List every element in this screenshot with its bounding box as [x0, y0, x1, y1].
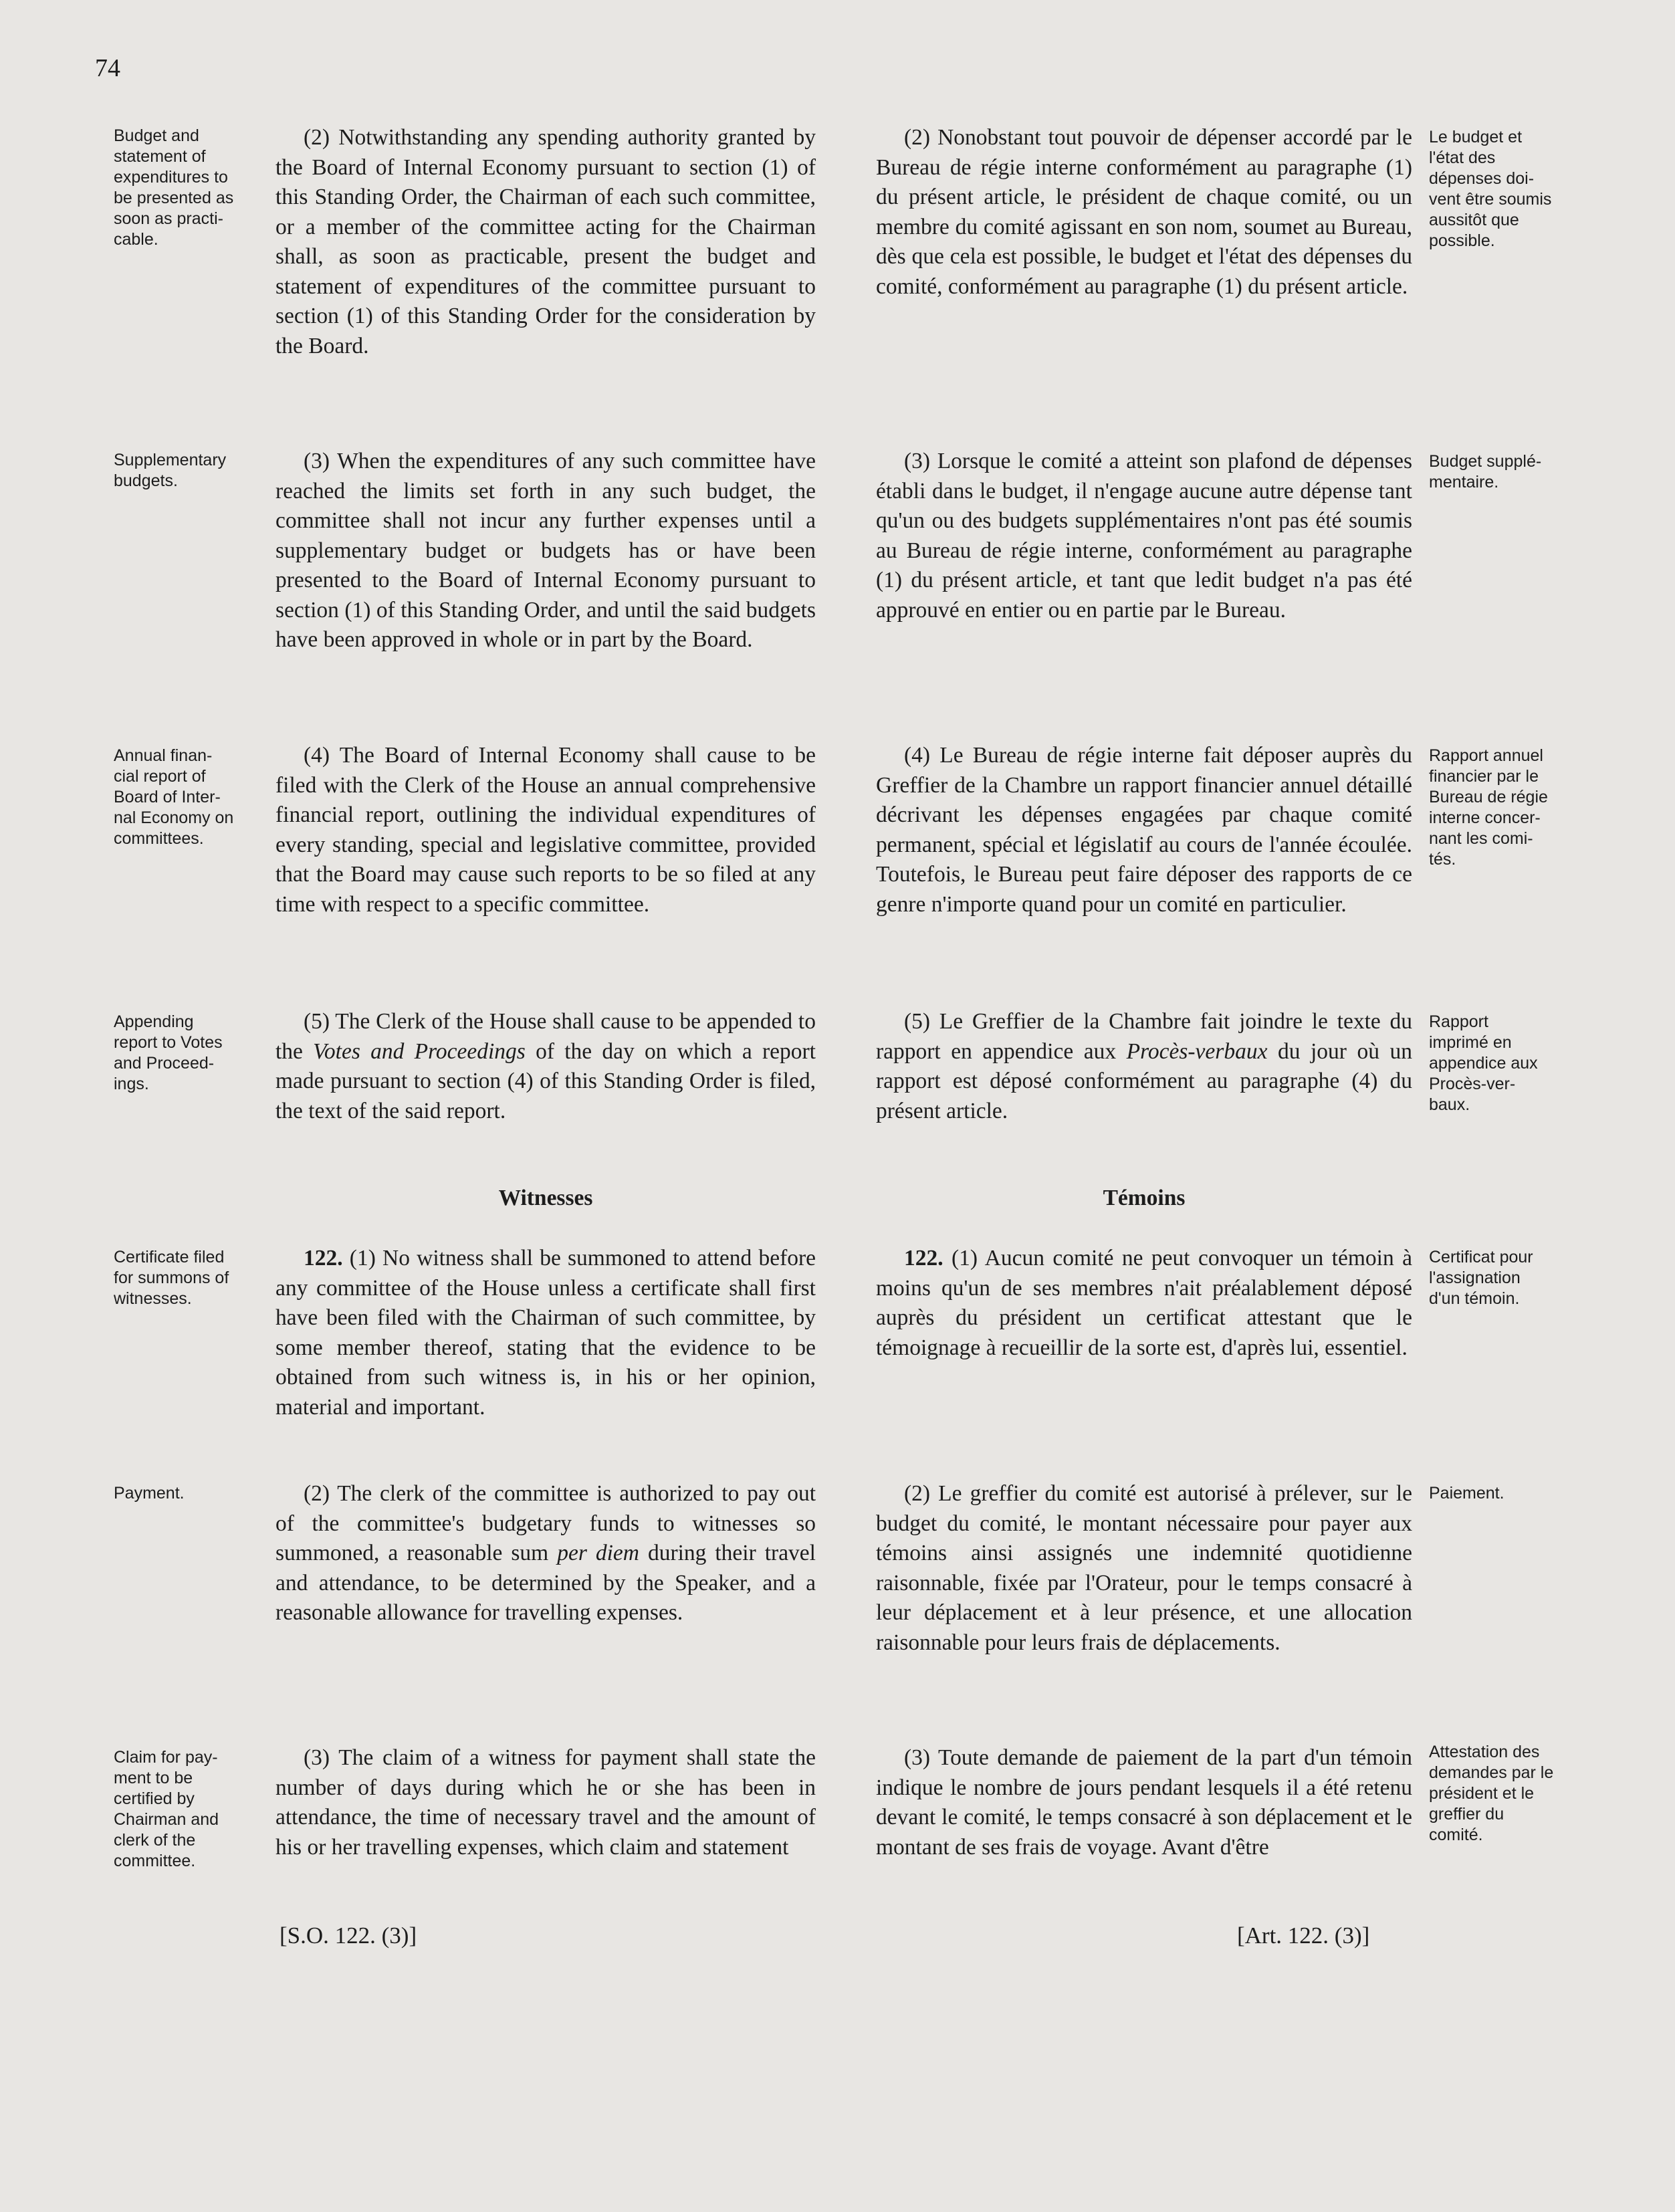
margin-note-certificate-fr: Certificat pour l'assignation d'un témoin.: [1429, 1248, 1533, 1308]
en-heading-witnesses: Witnesses: [498, 1186, 593, 1210]
fr-proces-verbaux-italic: Procès-verbaux: [1126, 1038, 1268, 1064]
margin-note-payment: Payment.: [114, 1484, 185, 1503]
margin-note-annual-report-fr: Rapport annuel financier par le Bureau de régie interne concer- nant les comi- tés.: [1429, 746, 1548, 869]
margin-note-claim-fr: Attestation des demandes par le président et le greffier du comité.: [1429, 1743, 1554, 1844]
margin-note-certificate: Certificate filed for summons of witnesses.: [114, 1248, 229, 1308]
en-section-number: 122.: [304, 1246, 343, 1270]
fr-paragraph-2: (2) Nonobstant tout pouvoir de dépenser accordé par le Bureau de régie interne conformément au paragraphe (1) du présent article, le président de chaque comité, ou un membre du comité agissant en son nom, soumet au Bureau, dès que cela est possible, le budget et l'état des dépenses du comité, conformément au paragraphe (1) du présent article.: [876, 125, 1412, 299]
margin-note-supplementary-fr: Budget supplé- mentaire.: [1429, 452, 1542, 491]
fr-section-122-2: (2) Le greffier du comité est autorisé à prélever, sur le budget du comité, le montant nécessaire pour payer aux témoins ainsi assignés une indemnité quotidienne raisonnable, fixée par l'Orateur, pour le temps consacré à leur déplacement et à leur présence, et une allocation raisonnable pour leurs frais de déplacements.: [876, 1481, 1412, 1655]
fr-paragraph-5: [876, 1007, 1412, 1126]
margin-note-supplementary-budgets: Supplementary budgets.: [114, 451, 227, 490]
margin-note-annual-report: Annual finan- cial report of Board of Inter- nal Economy on committees.: [114, 746, 234, 848]
fr-heading-temoins: Témoins: [1103, 1186, 1186, 1210]
en-paragraph-5-text-b: of the day on which a report made pursuant to section (4) of this Standing Order is filed, the text of the said report.: [275, 1038, 816, 1123]
en-per-diem-italic: per diem: [557, 1541, 639, 1565]
fr-paragraph-4: (4) Le Bureau de régie interne fait déposer auprès du Greffier de la Chambre un rapport financier annuel détaillé décrivant les dépenses engagées par chaque comité permanent, spécial et législatif au cours de l'année écoulée. Toutefois, le Bureau peut faire déposer des rapports de ce genre n'importe quand pour un comité en particulier.: [876, 743, 1412, 917]
fr-section-number: 122.: [904, 1246, 943, 1270]
en-paragraph-4: [275, 741, 816, 919]
page-number: 74: [95, 54, 120, 82]
margin-note-payment-fr: Paiement.: [1429, 1484, 1504, 1503]
en-section-122-2: [275, 1479, 816, 1628]
en-section-122-1-text: (1) No witness shall be summoned to attend before any committee of the House unless a certificate shall first have been filed with the Chairman of such committee, by some member thereof, stating that the evidence to be obtained from such witness is, in his or her opinion, material and important.: [275, 1246, 816, 1420]
margin-note-claim: Claim for pay- ment to be certified by Chairman and clerk of the committee.: [114, 1748, 219, 1870]
margin-note-appending-report: Appending report to Votes and Proceed- ings.: [114, 1012, 223, 1093]
margin-note-budget-statement: Budget and statement of expenditures to be presented as soon as practi- cable.: [114, 126, 234, 249]
en-paragraph-3: (3) When the expenditures of any such committee have reached the limits set forth in any such budget, the committee shall not incur any further expenses until a supplementary budget or budgets has or have been presented to the Board of Internal Economy pursuant to section (1) of this Standing Order, and until the said budgets have been approved in whole or in part by the Board.: [275, 449, 816, 652]
en-footer-reference: [S.O. 122. (3)]: [280, 1922, 417, 1949]
en-paragraph-5-text-a: (5) The Clerk of the House shall cause to be appended to the: [275, 1009, 816, 1064]
fr-footer-reference: [Art. 122. (3)]: [1237, 1922, 1370, 1949]
en-section-122-1: [275, 1244, 816, 1422]
en-paragraph-4-text: (4) The Board of Internal Economy shall cause to be filed with the Clerk of the House an annual comprehensive financial report, outlining the individual expenditures of every standing, special and legislative committee, provided that the Board may cause such reports to be so filed at any time with respect to a specific committee.: [275, 743, 816, 917]
en-votes-proceedings-italic: Votes and Proceedings: [313, 1038, 526, 1064]
fr-paragraph-5-text-a: (5) Le Greffier de la Chambre fait joindre le texte du rapport en appendice aux: [876, 1009, 1412, 1064]
en-paragraph-5: [275, 1007, 816, 1126]
en-section-122-2-text-a: (2) The clerk of the committee is authorized to pay out of the committee's budgetary funds to witnesses so summoned, a reasonable sum: [275, 1481, 816, 1565]
fr-section-122-1: [876, 1244, 1412, 1363]
fr-section-122-3: (3) Toute demande de paiement de la part d'un témoin indique le nombre de jours pendant lesquels il a été retenu devant le comité, le temps consacré à son déplacement et le montant de ses frais de voyage. Avant d'être: [876, 1745, 1412, 1860]
margin-note-appending-fr: Rapport imprimé en appendice aux Procès-ver- baux.: [1429, 1012, 1538, 1114]
fr-paragraph-5-text-b: du jour où un rapport est déposé conformément au paragraphe (4) du présent article.: [876, 1038, 1413, 1123]
en-section-122-2-text-b: during their travel and attendance, to be determined by the Speaker, and a reasonable allowance for travelling expenses.: [275, 1541, 816, 1625]
margin-note-budget-fr: Le budget et l'état des dépenses doi- vent être soumis aussitôt que possible.: [1429, 128, 1552, 250]
en-paragraph-2: (2) Notwithstanding any spending authority granted by the Board of Internal Economy pursuant to section (1) of this Standing Order, the Chairman of each such committee, or a member of the committee acting for the Chairman shall, as soon as practicable, present the budget and statement of expenditures of the committee pursuant to section (1) of this Standing Order for the consideration by the Board.: [275, 125, 816, 358]
fr-section-122-1-text: (1) Aucun comité ne peut convoquer un témoin à moins qu'un de ses membres n'ait préalablement déposé auprès du président un certificat attestant que le témoignage à recueillir de la sorte est, d'après lui, essentiel.: [876, 1246, 1412, 1360]
en-section-122-3: (3) The claim of a witness for payment shall state the number of days during which he or she has been in attendance, the time of necessary travel and the amount of his or her travelling expenses, which claim and statement: [275, 1745, 816, 1860]
fr-paragraph-3: (3) Lorsque le comité a atteint son plafond de dépenses établi dans le budget, il n'engage aucune autre dépense tant qu'un ou des budgets supplémentaires n'ont pas été soumis au Bureau de régie interne, conformément au paragraphe (1) du présent article, et tant que ledit budget n'a pas été approuvé en entier ou en partie par le Bureau.: [876, 449, 1412, 623]
